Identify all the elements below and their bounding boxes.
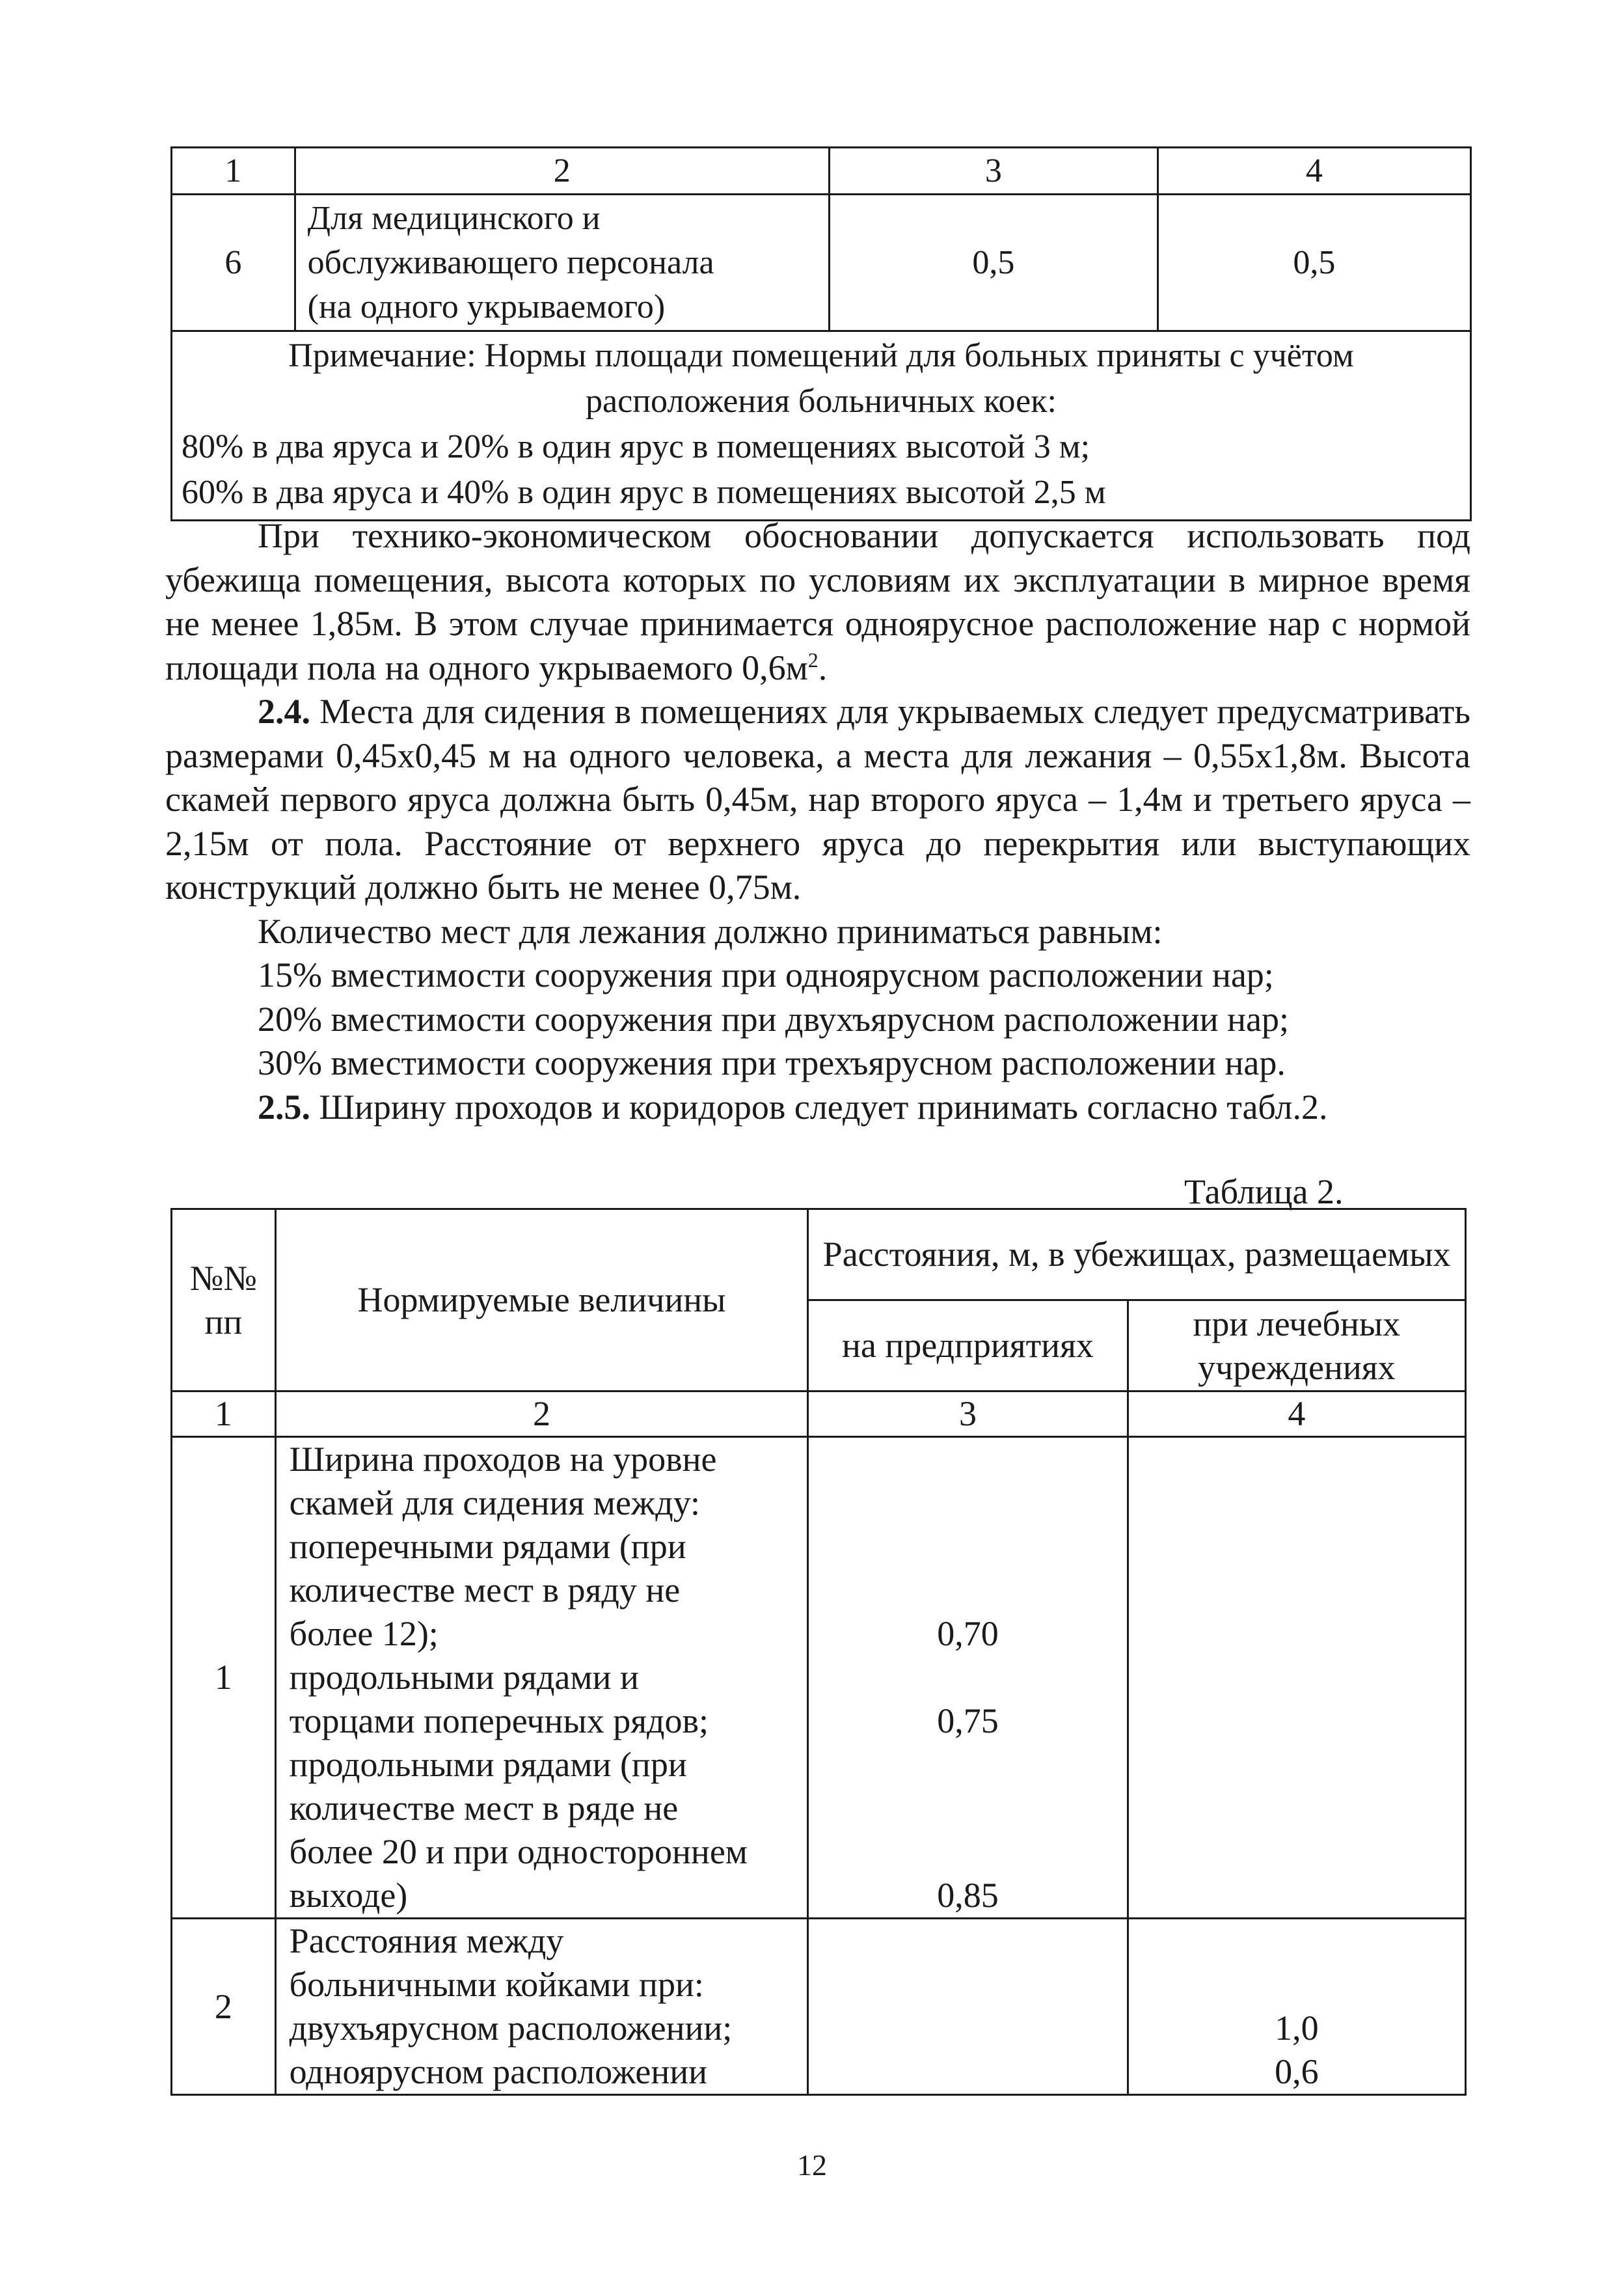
note-line: 80% в два яруса и 20% в один ярус в помещениях высотой 3 м; bbox=[182, 428, 1090, 465]
t2-line: Расстояния между bbox=[289, 1921, 564, 1960]
paragraph-p3: Количество мест для лежания должно приниматься равным: bbox=[258, 911, 1163, 951]
t2-colnum-row bbox=[172, 1391, 1466, 1437]
t2-row-1 bbox=[172, 1437, 1466, 1919]
t2-value: 1,0 bbox=[1275, 2008, 1319, 2048]
t2-colnum-2: 2 bbox=[275, 1391, 808, 1437]
paragraph-2-5: 2.5. Ширину проходов и коридоров следует принимать согласно табл.2. bbox=[258, 1087, 1328, 1127]
t2-line: количестве мест в ряду не bbox=[289, 1570, 681, 1610]
t2-line: продольными рядами (при bbox=[289, 1745, 687, 1784]
t2-head-dist: Расстояния, м, в убежищах, размещаемых bbox=[808, 1209, 1466, 1300]
note-line: расположения больничных коек: bbox=[586, 383, 1057, 420]
t1-row-name bbox=[295, 195, 829, 331]
t2-head-num: №№ пп bbox=[172, 1209, 276, 1391]
t2-head-name: Нормируемые величины bbox=[275, 1209, 808, 1391]
t2-row2-enterprise-values bbox=[808, 1919, 1128, 2095]
paragraph-p6: 30% вместимости сооружения при трехъярусном расположении нар. bbox=[258, 1043, 1286, 1082]
t2-line: продольными рядами и bbox=[289, 1658, 639, 1697]
t1-col-2: 2 bbox=[295, 148, 829, 195]
t1-name-line: Для медицинского и bbox=[307, 199, 601, 237]
table-2-caption: Таблица 2. bbox=[1184, 1172, 1344, 1211]
t2-line: более 12); bbox=[289, 1614, 439, 1653]
paragraph-p4: 15% вместимости сооружения при одноярусном расположении нар; bbox=[258, 955, 1274, 994]
t2-colnum-3: 3 bbox=[808, 1391, 1128, 1437]
t2-colnum-1: 1 bbox=[172, 1391, 276, 1437]
t2-line: выходе) bbox=[289, 1876, 408, 1915]
t1-row-col3: 0,5 bbox=[829, 195, 1157, 331]
t2-line: скамей для сидения между: bbox=[289, 1483, 700, 1522]
t2-row1-text bbox=[275, 1437, 808, 1919]
t2-value: 0,6 bbox=[1275, 2052, 1319, 2091]
t2-row2-medical-values bbox=[1128, 1919, 1465, 2095]
t2-line: двухъярусном расположении; bbox=[289, 2008, 733, 2048]
note-line: Примечание: Нормы площади помещений для больных приняты с учётом bbox=[288, 337, 1354, 374]
t2-colnum-4: 4 bbox=[1128, 1391, 1465, 1437]
t2-line: больничными койками при: bbox=[289, 1965, 704, 2004]
paragraph-2-4: 2.4. Места для сидения в помещениях для укрываемых следует предусматривать размерами 0,45х0,45 м на одного человека, а места для лежания – 0,55х1,8м. Высота скамей первого яруса должна быть 0,45м, нар второго яруса – 1,4м и третьего яруса – 2,15м от пола. Расстояние от верхнего яруса до перекрытия или выступающих конструкций должно быть не менее 0,75м. bbox=[165, 692, 1471, 907]
t2-head-enterprises: на предприятиях bbox=[808, 1300, 1128, 1391]
t1-row-col4: 0,5 bbox=[1157, 195, 1470, 331]
t2-row-2 bbox=[172, 1919, 1466, 2095]
t1-col-1: 1 bbox=[172, 148, 295, 195]
t2-row1-medical-values bbox=[1128, 1437, 1465, 1919]
note-line: 60% в два яруса и 40% в один ярус в помещениях высотой 2,5 м bbox=[182, 474, 1106, 511]
table-1-note-row bbox=[172, 331, 1471, 521]
t1-row-num: 6 bbox=[172, 195, 295, 331]
table-2 bbox=[170, 1208, 1467, 2096]
page-number: 12 bbox=[797, 2148, 827, 2182]
t2-row2-num: 2 bbox=[172, 1919, 276, 2095]
t2-row1-num: 1 bbox=[172, 1437, 276, 1919]
table-1-continuation bbox=[170, 146, 1472, 521]
t1-col-3: 3 bbox=[829, 148, 1157, 195]
t2-value: 0,75 bbox=[937, 1701, 999, 1740]
t1-note bbox=[172, 331, 1471, 521]
t2-row1-enterprise-values bbox=[808, 1437, 1128, 1919]
table-1-header-row bbox=[172, 148, 1471, 195]
paragraph-p1: При технико-экономическом обосновании допускается использовать под убежища помещения, высота которых по условиям их эксплуатации в мирное время не менее 1,85м. В этом случае принимается одноярусное расположение нар с нормой площади пола на одного укрываемого $0,6м^2$. bbox=[165, 516, 1470, 687]
t2-line: количестве мест в ряде не bbox=[289, 1789, 679, 1828]
t2-head-medical: при лечебных учреждениях bbox=[1128, 1300, 1465, 1391]
paragraph-p5: 20% вместимости сооружения при двухъярусном расположении нар; bbox=[258, 999, 1290, 1039]
t2-line: поперечными рядами (при bbox=[289, 1527, 686, 1566]
body-text bbox=[165, 514, 1470, 1129]
t2-line: одноярусном расположении bbox=[289, 2052, 708, 2091]
t2-line: торцами поперечных рядов; bbox=[289, 1701, 709, 1740]
table-1-row-6 bbox=[172, 195, 1471, 331]
t2-row2-text bbox=[275, 1919, 808, 2095]
t1-name-line: обслуживающего персонала bbox=[307, 243, 714, 281]
t1-name-line: (на одного укрываемого) bbox=[307, 288, 666, 325]
t2-line: более 20 и при одностороннем bbox=[289, 1832, 748, 1871]
t2-header-row-1 bbox=[172, 1209, 1466, 1300]
t2-value: 0,70 bbox=[937, 1614, 999, 1653]
t2-value: 0,85 bbox=[937, 1876, 999, 1915]
t1-col-4: 4 bbox=[1157, 148, 1470, 195]
t2-line: Ширина проходов на уровне bbox=[289, 1440, 717, 1479]
